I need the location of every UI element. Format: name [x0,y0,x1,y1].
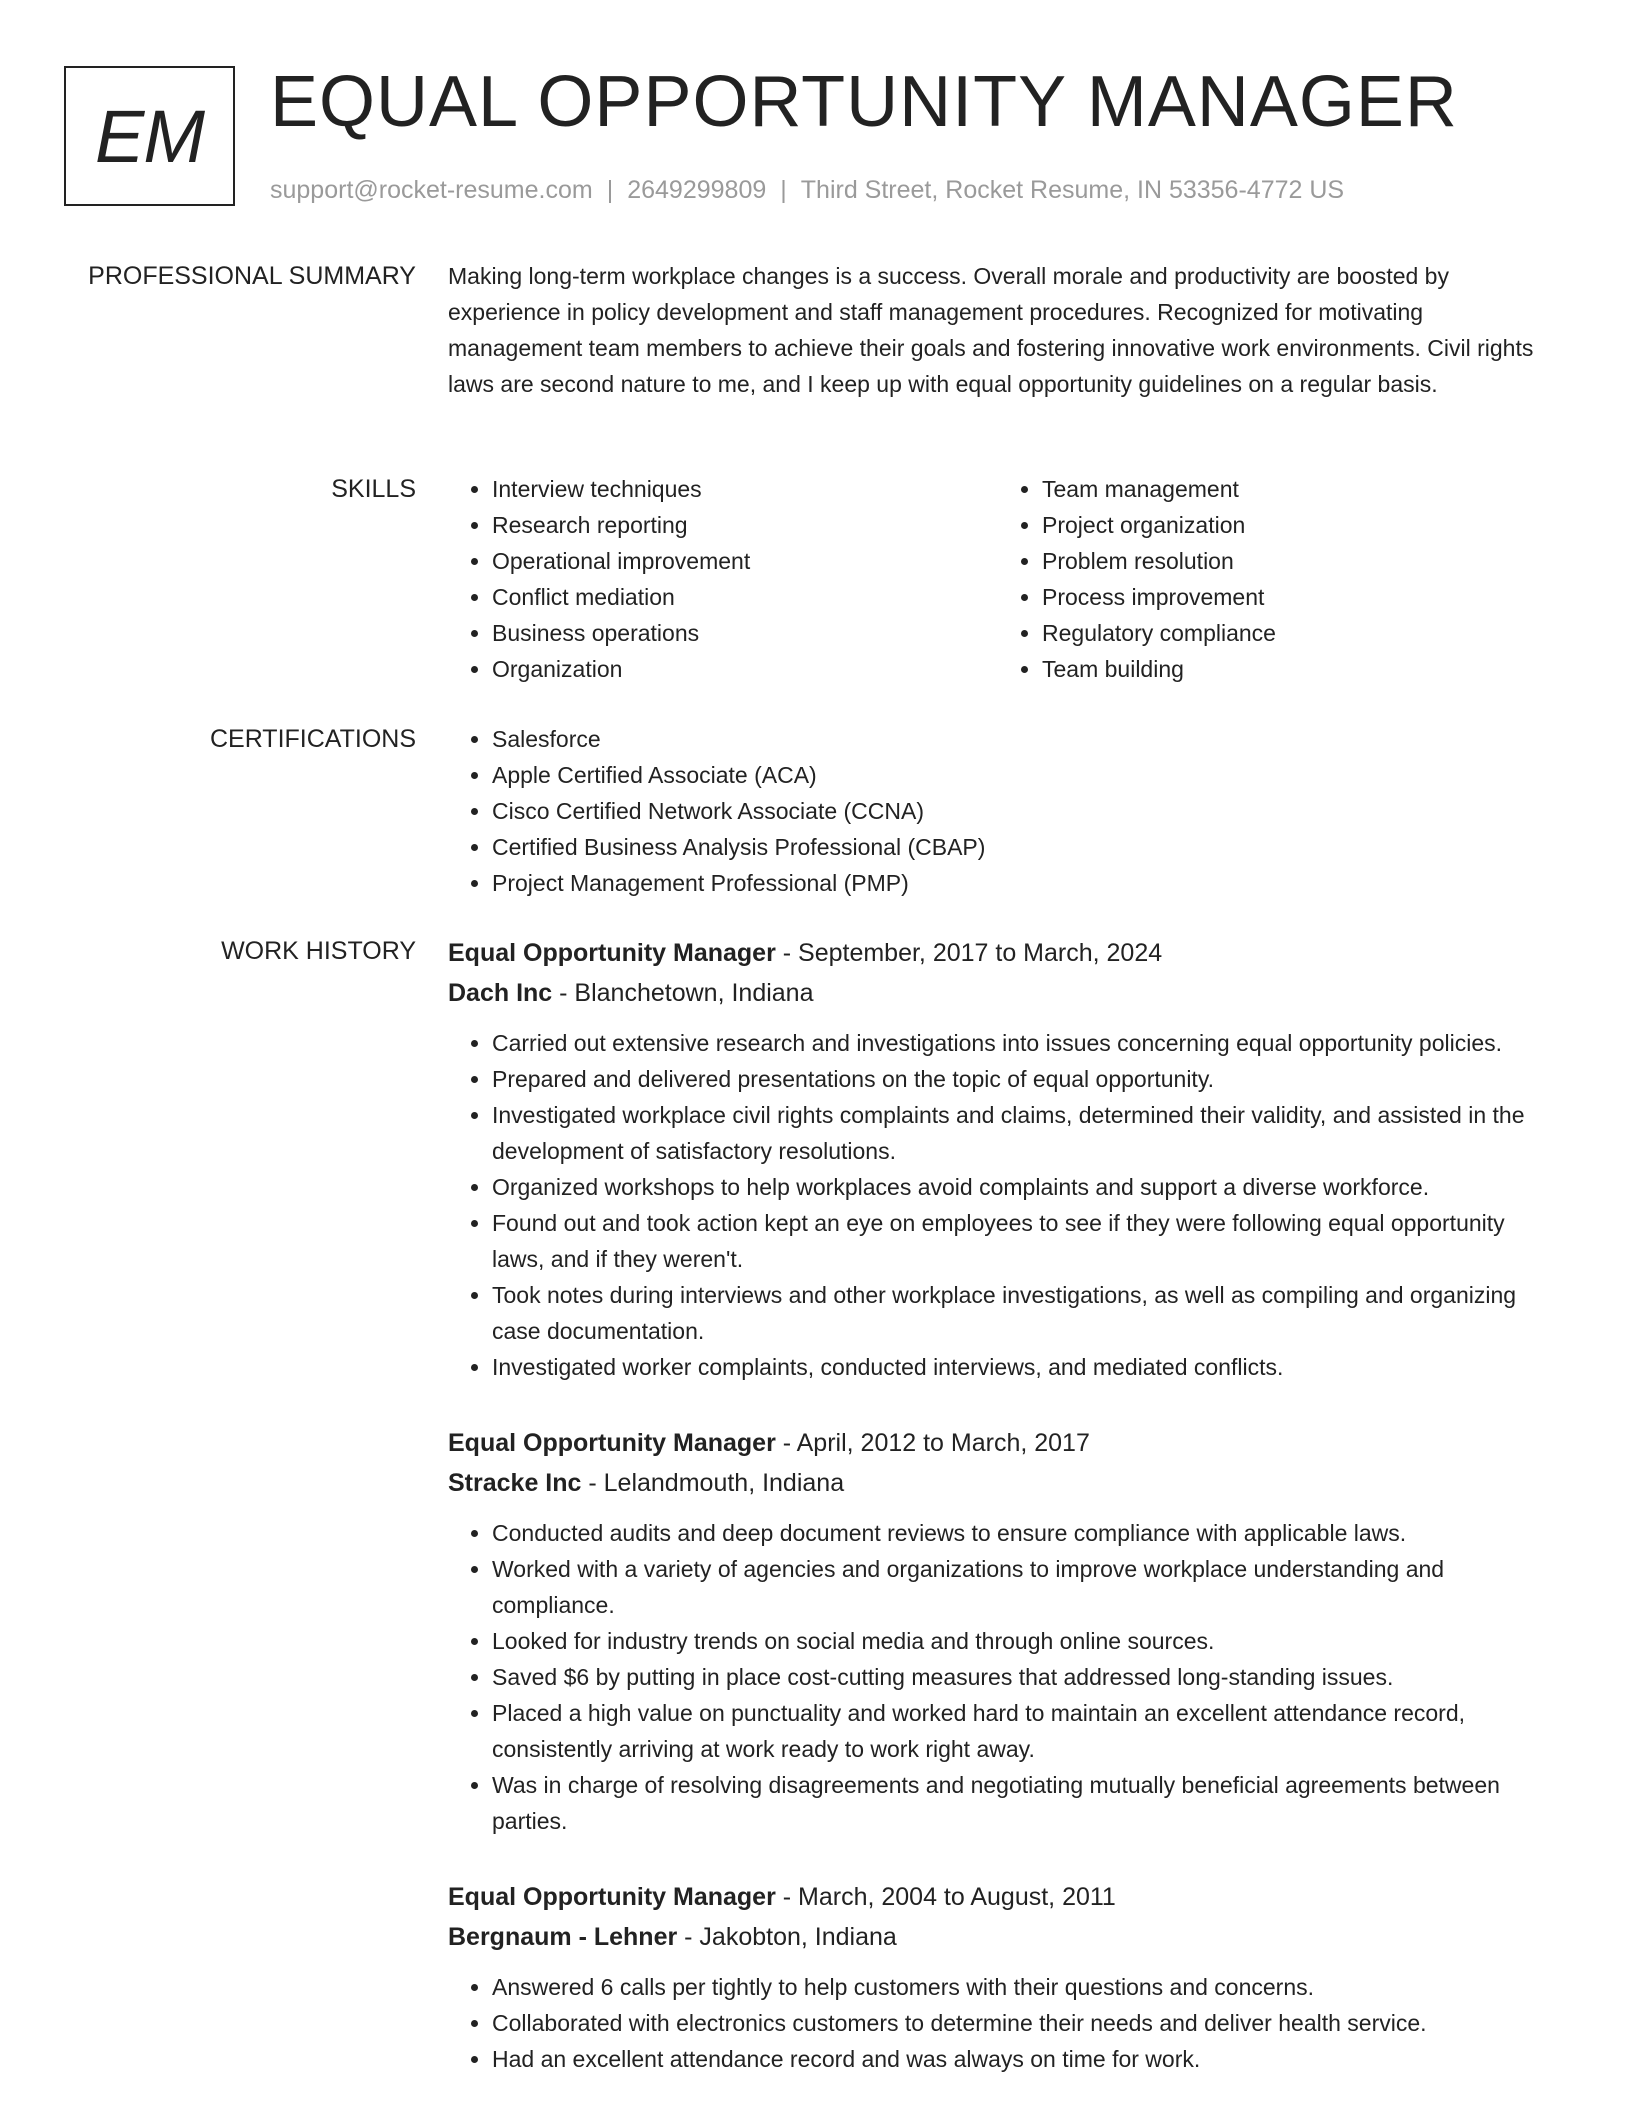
job-dates: - September, 2017 to March, 2024 [775,939,1163,967]
skill-item: • Business operations [492,615,998,651]
section-label-certifications: CERTIFICATIONS [209,725,416,753]
job-company: Stracke Inc [448,1469,582,1497]
job-bullet: • Worked with a variety of agencies and organizations to improve workplace understanding and compliance. [492,1551,1560,1623]
certification-item: • Apple Certified Associate (ACA) [492,757,1560,793]
contact-address: Third Street, Rocket Resume, IN 53356-4772 US [800,176,1345,204]
job-bullet: • Carried out extensive research and investigations into issues concerning equal opportunity policies. [492,1025,1560,1061]
contact-separator: | [780,176,787,204]
contact-line [270,175,1344,205]
certifications-list [448,721,1560,901]
certifications-body [448,721,1560,901]
job-bullets [448,1515,1560,1839]
skills-body [448,471,1560,687]
job-bullet: • Answered 6 calls per tightly to help customers with their questions and concerns. [492,1969,1560,2005]
job-company: Bergnaum - Lehner [448,1923,678,1951]
summary-text: Making long-term workplace changes is a success. Overall morale and productivity are boosted by experience in policy development and staff management procedures. Recognized for motivating management team members to achieve their goals and fostering innovative work environments. Civil rights laws are second nature to me, and I keep up with equal opportunity guidelines on a regular basis. [448,263,1534,397]
skill-item: • Regulatory compliance [1042,615,1548,651]
certification-item: • Certified Business Analysis Professional (CBAP) [492,829,1560,865]
job-company-line [448,973,1560,1013]
certification-item: • Salesforce [492,721,1560,757]
skill-item: • Interview techniques [492,471,998,507]
job-bullet: • Placed a high value on punctuality and worked hard to maintain an excellent attendance record, consistently arriving at work ready to work right away. [492,1695,1560,1767]
job-title-line [448,1877,1560,1917]
page-title: EQUAL OPPORTUNITY MANAGER [270,62,1458,142]
certification-item: • Project Management Professional (PMP) [492,865,1560,901]
skills-list-left [448,471,998,687]
job-bullets [448,1025,1560,1385]
skill-item: • Team building [1042,651,1548,687]
job-location: - Blanchetown, Indiana [552,979,814,1007]
skill-item: • Conflict mediation [492,579,998,615]
section-label-skills: SKILLS [331,475,416,503]
job-bullet: • Took notes during interviews and other workplace investigations, as well as compiling and organizing case documentation. [492,1277,1560,1349]
job-company-line [448,1917,1560,1957]
monogram-initials: EM [95,94,204,178]
contact-separator: | [606,176,614,204]
job-dates: - March, 2004 to August, 2011 [775,1883,1116,1911]
skills-columns [448,471,1560,687]
job-bullet: • Found out and took action kept an eye on employees to see if they were following equal opportunity laws, and if they weren't. [492,1205,1560,1277]
job-company: Dach Inc [448,979,553,1007]
contact-email[interactable]: support@rocket-resume.com [270,176,593,204]
section-label-work-history: WORK HISTORY [221,937,416,965]
job-title: Equal Opportunity Manager [448,1429,776,1457]
job-bullet: • Investigated workplace civil rights complaints and claims, determined their validity, and assisted in the development of satisfactory resolutions. [492,1097,1560,1169]
contact-phone[interactable]: 2649299809 [627,176,767,204]
monogram-box [64,66,235,206]
skills-list-right [998,471,1548,687]
skill-item: • Team management [1042,471,1548,507]
job-entry [448,933,1560,1385]
job-entry [448,1877,1560,2077]
section-label-summary: PROFESSIONAL SUMMARY [88,262,416,290]
job-bullet: • Conducted audits and deep document reviews to ensure compliance with applicable laws. [492,1515,1560,1551]
job-bullet: • Looked for industry trends on social media and through online sources. [492,1623,1560,1659]
skill-item: • Research reporting [492,507,998,543]
job-bullet: • Collaborated with electronics customers to determine their needs and deliver health service. [492,2005,1560,2041]
job-bullet: • Was in charge of resolving disagreements and negotiating mutually beneficial agreements between parties. [492,1767,1560,1839]
job-location: - Jakobton, Indiana [677,1923,897,1951]
summary-body [448,258,1560,402]
job-entry [448,1423,1560,1839]
skill-item: • Operational improvement [492,543,998,579]
skill-item: • Process improvement [1042,579,1548,615]
skill-item: • Project organization [1042,507,1548,543]
job-bullet: • Saved $6 by putting in place cost-cutting measures that addressed long-standing issues. [492,1659,1560,1695]
certification-item: • Cisco Certified Network Associate (CCNA) [492,793,1560,829]
job-company-line [448,1463,1560,1503]
job-bullet: • Organized workshops to help workplaces avoid complaints and support a diverse workforce. [492,1169,1560,1205]
job-bullet: • Investigated worker complaints, conducted interviews, and mediated conflicts. [492,1349,1560,1385]
job-title-line [448,933,1560,973]
skill-item: • Problem resolution [1042,543,1548,579]
job-bullet: • Had an excellent attendance record and was always on time for work. [492,2041,1560,2077]
job-dates: - April, 2012 to March, 2017 [775,1429,1090,1457]
job-location: - Lelandmouth, Indiana [581,1469,845,1497]
work-history-body [448,933,1560,2077]
job-bullet: • Prepared and delivered presentations on the topic of equal opportunity. [492,1061,1560,1097]
job-title: Equal Opportunity Manager [448,939,776,967]
skill-item: • Organization [492,651,998,687]
job-title: Equal Opportunity Manager [448,1883,776,1911]
job-title-line [448,1423,1560,1463]
job-bullets [448,1969,1560,2077]
